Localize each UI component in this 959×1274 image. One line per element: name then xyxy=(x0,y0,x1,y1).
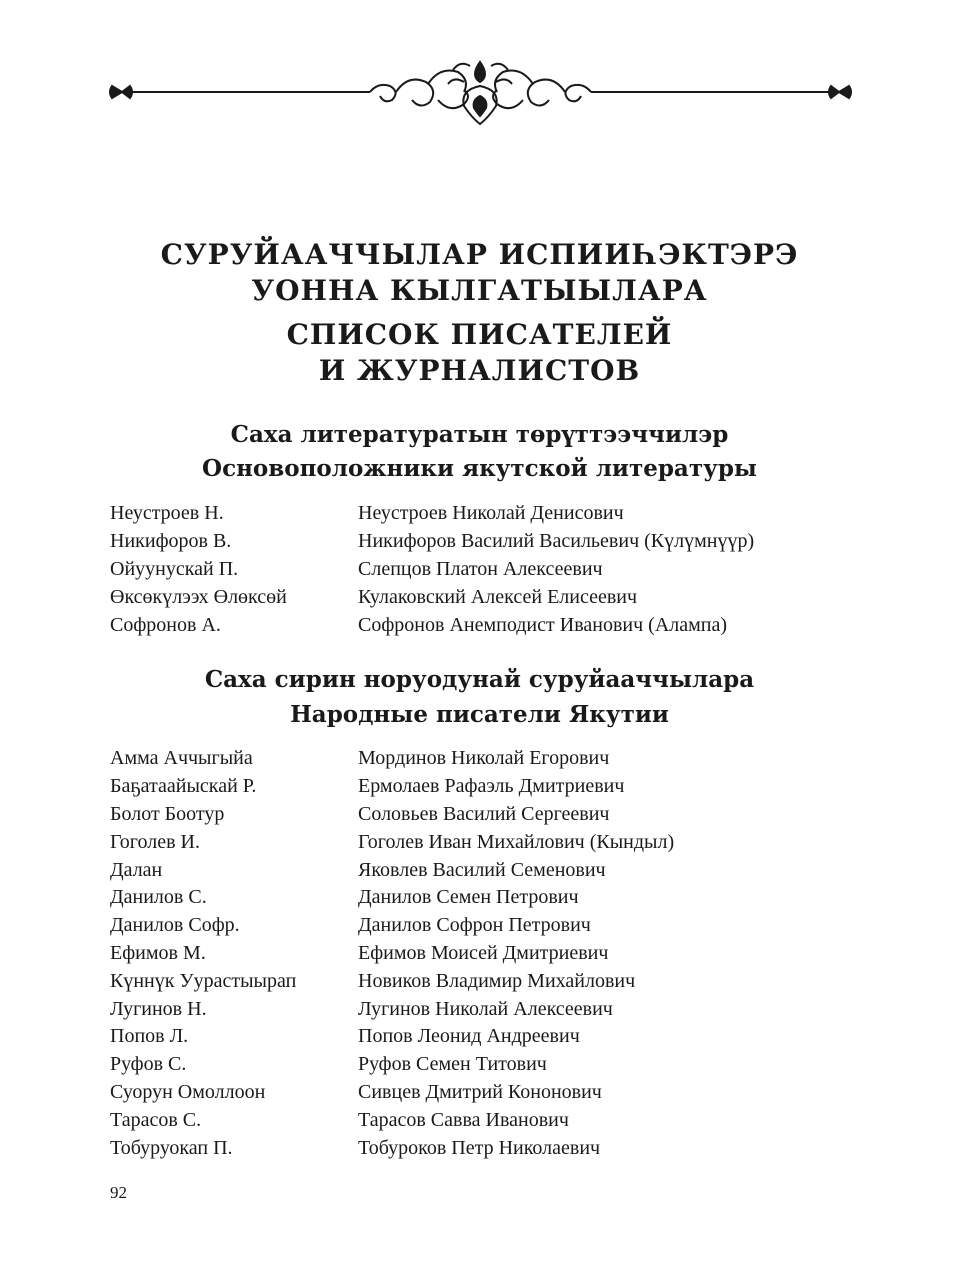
real-name: Тарасов Савва Иванович xyxy=(358,1108,569,1131)
real-name: Кулаковский Алексей Елисеевич xyxy=(358,585,638,608)
list-row xyxy=(110,528,870,556)
list-row xyxy=(110,967,870,995)
section2-title-russian: Народные писатели Якутии xyxy=(290,701,669,728)
real-name: Никифоров Василий Васильевич (Күлүмнүүр) xyxy=(358,530,755,553)
real-name: Лугинов Николай Алексеевич xyxy=(358,997,613,1020)
list-row xyxy=(110,995,870,1023)
list-row xyxy=(110,940,870,968)
real-name: Руфов Семен Титович xyxy=(358,1053,547,1076)
list-row xyxy=(110,1051,870,1079)
pen-name: Попов Л. xyxy=(110,1025,189,1048)
title-russian-line2: И ЖУРНАЛИСТОВ xyxy=(318,354,641,387)
pen-name: Болот Боотур xyxy=(110,802,225,825)
pen-name: Амма Аччыгыйа xyxy=(110,747,253,770)
section1-title-russian: Основоположники якутской литературы xyxy=(202,455,757,482)
pen-name: Ойуунускай П. xyxy=(110,557,239,580)
pen-name: Руфов С. xyxy=(110,1053,187,1076)
pen-name: Тарасов С. xyxy=(110,1108,202,1131)
pen-name: Софронов А. xyxy=(110,613,221,636)
title-sakha-line2: УОННА КЫЛГАТЫЫЛАРА xyxy=(251,274,708,307)
section1-list xyxy=(110,500,870,639)
section2-title-sakha: Саха сирин норуодунай суруйааччылара xyxy=(204,666,755,693)
pen-name: Баҕатаайыскай Р. xyxy=(110,775,257,798)
pen-name: Суорун Омоллоон xyxy=(110,1080,266,1103)
pen-name: Неустроев Н. xyxy=(110,502,224,525)
real-name: Софронов Анемподист Иванович (Алампа) xyxy=(358,613,728,636)
pen-name: Данилов С. xyxy=(110,886,207,909)
title-sakha-line1: СУРУЙААЧЧЫЛАР ИСПИИҺЭКТЭРЭ xyxy=(160,238,799,271)
list-row xyxy=(110,912,870,940)
list-row xyxy=(110,500,870,528)
real-name: Слепцов Платон Алексеевич xyxy=(358,557,603,580)
pen-name: Тобуруокап П. xyxy=(110,1136,233,1159)
title-russian-line1: СПИСОК ПИСАТЕЛЕЙ xyxy=(286,318,673,351)
real-name: Соловьев Василий Сергеевич xyxy=(358,802,610,825)
pen-name: Гоголев И. xyxy=(110,830,200,853)
list-row xyxy=(110,773,870,801)
real-name: Мординов Николай Егорович xyxy=(358,747,610,770)
list-row xyxy=(110,1023,870,1051)
pen-name: Өксөкүлээх Өлөксөй xyxy=(110,585,287,608)
pen-name: Лугинов Н. xyxy=(110,997,207,1020)
pen-name: Никифоров В. xyxy=(110,530,232,553)
list-row xyxy=(110,556,870,584)
page-number: 92 xyxy=(110,1183,127,1202)
pen-name: Данилов Софр. xyxy=(110,914,240,937)
real-name: Гоголев Иван Михайлович (Кындыл) xyxy=(358,830,675,853)
real-name: Неустроев Николай Денисович xyxy=(358,502,624,525)
list-row xyxy=(110,583,870,611)
real-name: Яковлев Василий Семенович xyxy=(358,858,606,881)
list-row xyxy=(110,856,870,884)
real-name: Сивцев Дмитрий Кононович xyxy=(358,1080,602,1103)
pen-name: Далан xyxy=(110,858,163,881)
real-name: Попов Леонид Андреевич xyxy=(358,1025,580,1048)
list-row xyxy=(110,1134,870,1162)
list-row xyxy=(110,745,870,773)
list-row xyxy=(110,828,870,856)
real-name: Ермолаев Рафаэль Дмитриевич xyxy=(358,775,625,798)
real-name: Тобуроков Петр Николаевич xyxy=(358,1136,601,1159)
real-name: Данилов Семен Петрович xyxy=(358,886,579,909)
pen-name: Күннүк Уурастыырап xyxy=(110,969,297,992)
pen-name: Ефимов М. xyxy=(110,941,206,964)
list-row xyxy=(110,1106,870,1134)
real-name: Новиков Владимир Михайлович xyxy=(358,969,636,992)
section1-title-sakha: Саха литературатын төрүттээччилэр xyxy=(230,421,729,448)
section2-list xyxy=(110,745,870,1162)
list-row xyxy=(110,801,870,829)
list-row xyxy=(110,1079,870,1107)
list-row xyxy=(110,884,870,912)
real-name: Данилов Софрон Петрович xyxy=(358,914,591,937)
real-name: Ефимов Моисей Дмитриевич xyxy=(358,941,609,964)
header-ornament xyxy=(108,52,853,132)
list-row xyxy=(110,611,870,639)
